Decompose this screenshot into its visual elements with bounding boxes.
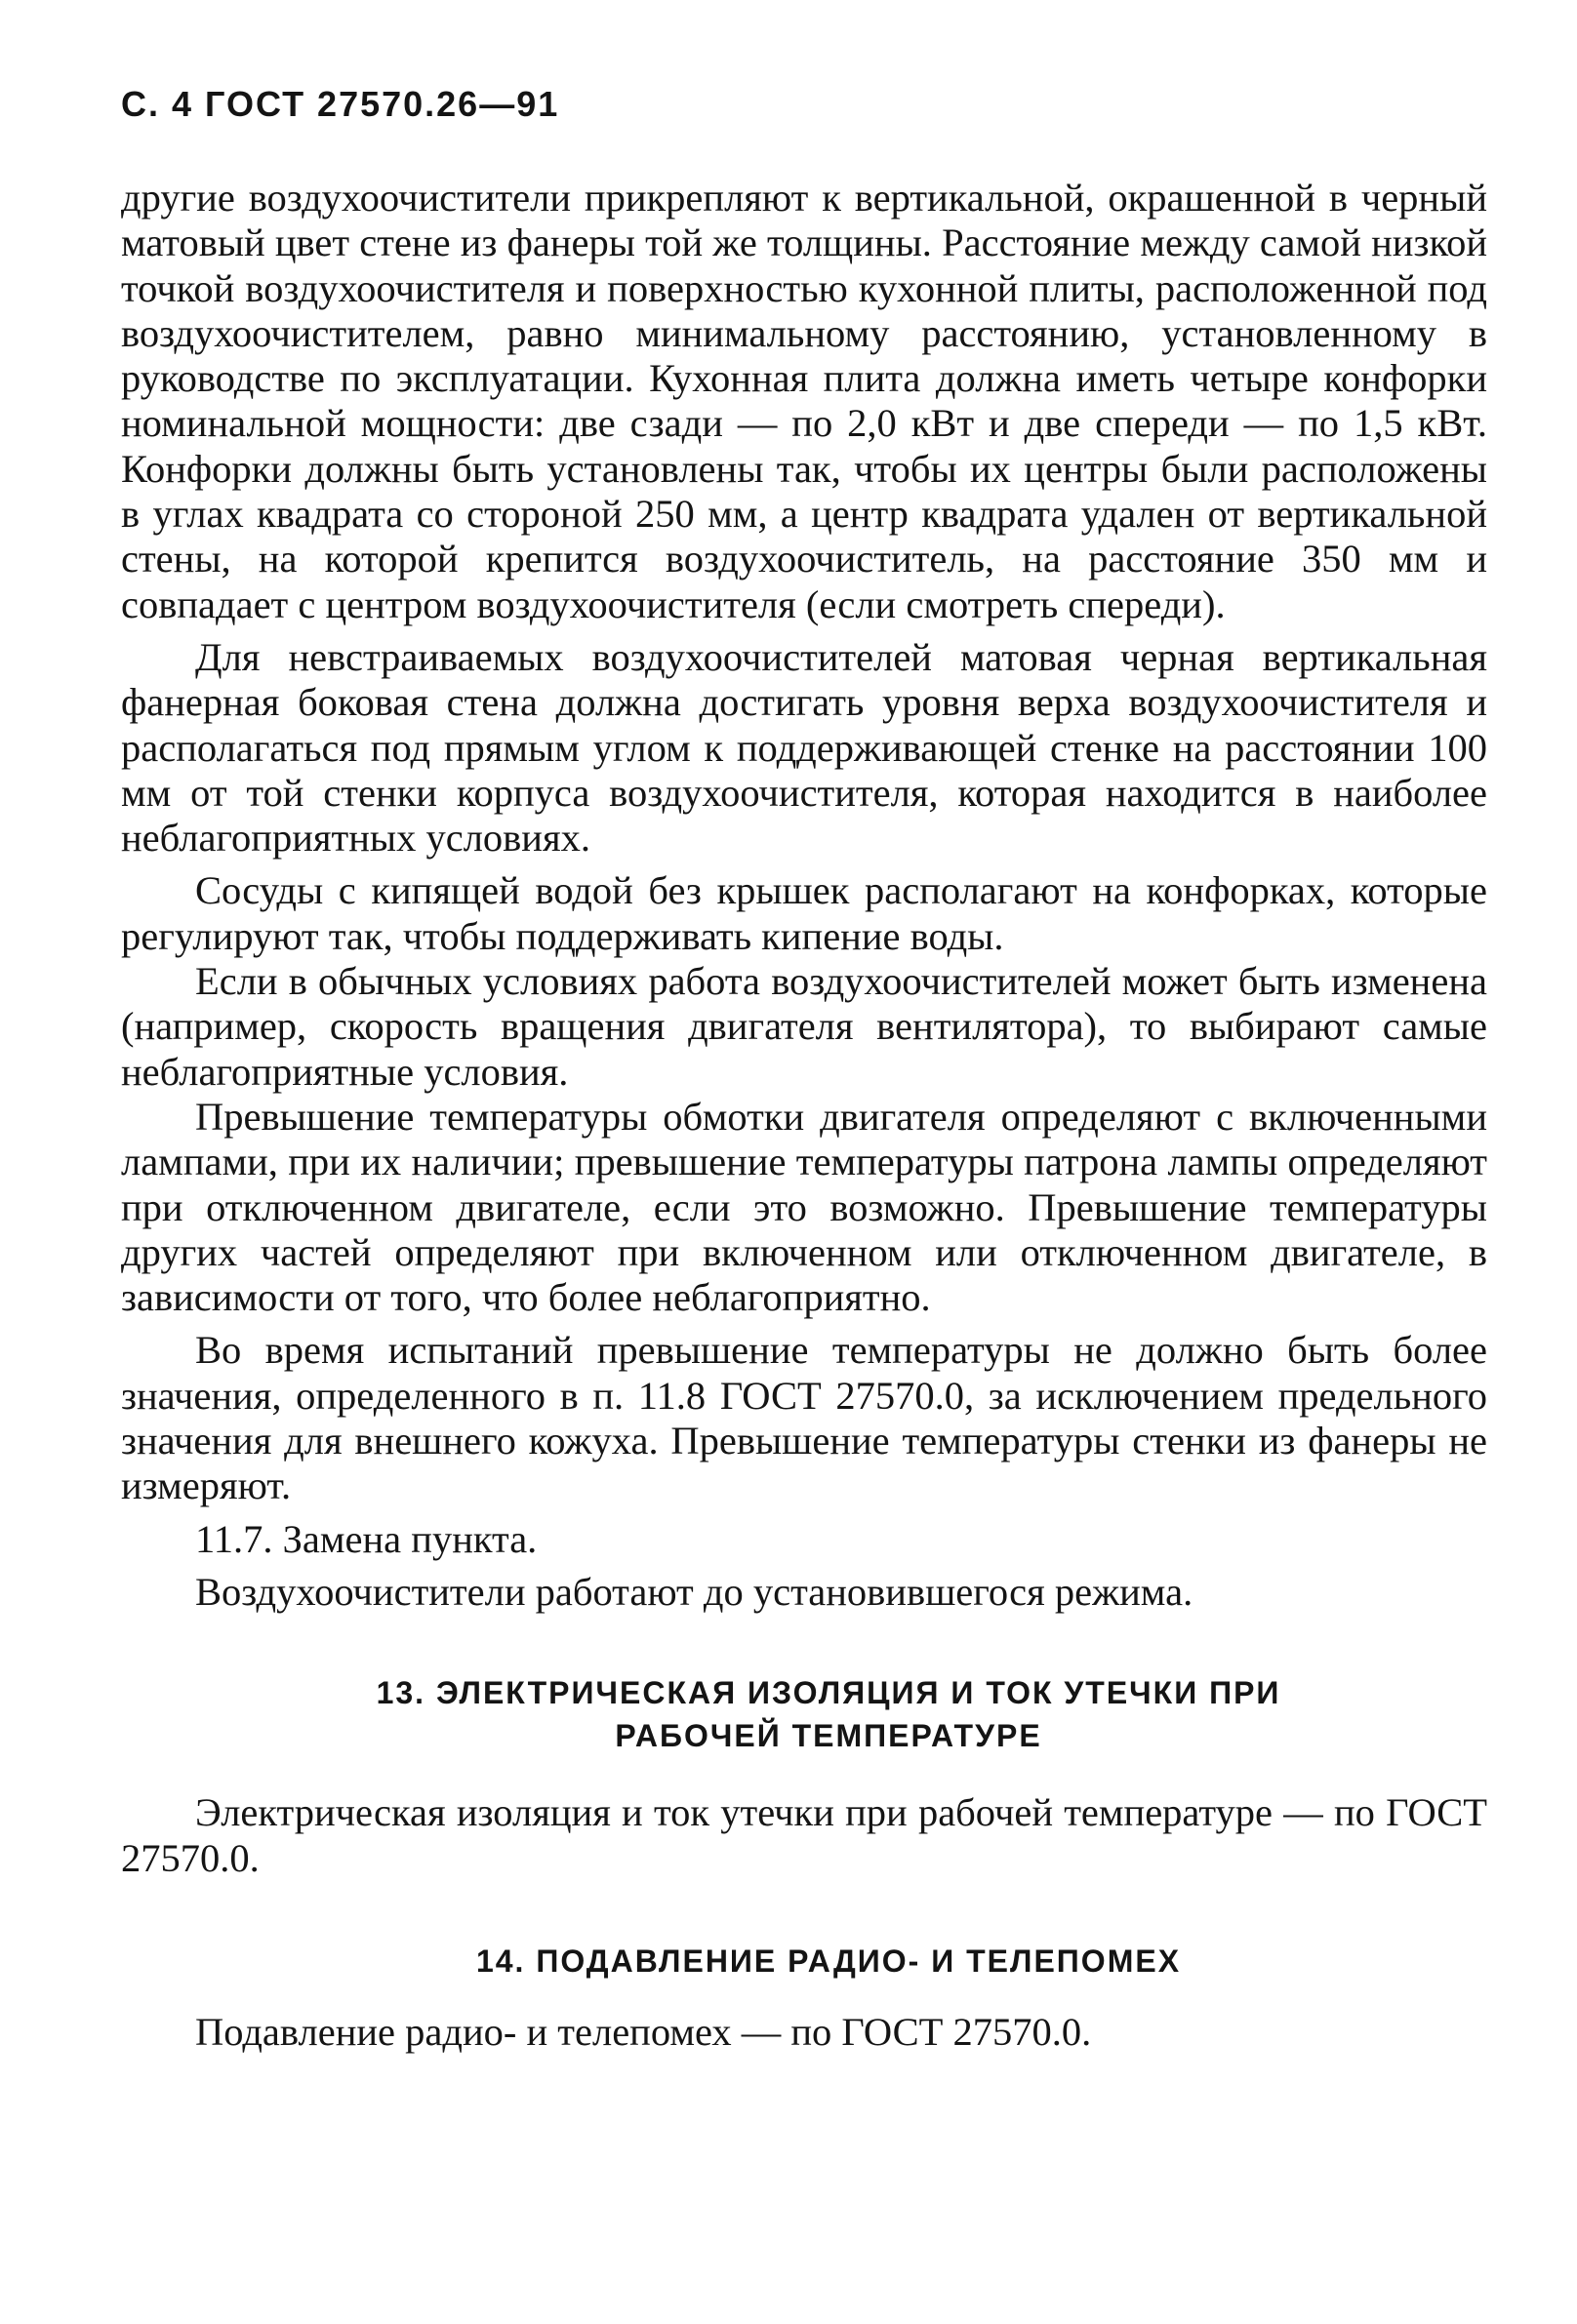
running-head: С. 4 ГОСТ 27570.26—91: [121, 84, 560, 124]
section-14-heading: 14. ПОДАВЛЕНИЕ РАДИО- И ТЕЛЕПОМЕХ: [475, 1943, 1182, 1979]
paragraph-8: Воздухоочистители работают до установившегося режима.: [195, 1569, 1193, 1614]
section-13-text: Электрическая изоляция и ток утечки при рабочей температуре — по ГОСТ 27570.0.: [121, 1790, 1487, 1880]
section-13-title-line-1: 13. ЭЛЕКТРИЧЕСКАЯ ИЗОЛЯЦИЯ И ТОК УТЕЧКИ ПРИ: [376, 1675, 1281, 1711]
paragraph-3: Сосуды с кипящей водой без крышек располагают на конфорках, которые регулируют так, чтобы поддерживать кипение воды.: [121, 868, 1487, 958]
paragraph-4: Если в обычных условиях работа воздухоочистителей может быть изменена (например, скорость вращения двигателя вентилятора), то выбирают самые неблагоприятные условия.: [121, 959, 1487, 1094]
section-13-heading: [121, 1671, 1487, 1757]
paragraph-1: другие воздухоочистители прикрепляют к вертикальной, окрашенной в черный матовый цвет стене из фанеры той же толщины. Расстояние между самой низкой точкой воздухоочистителя и поверхностью кухонной плиты, расположенной под воздухоочистителем, равно минимальному расстоянию, установленному в руководстве по эксплуатации. Кухонная плита должна иметь четыре конфорки номинальной мощности: две сзади — по 2,0 кВт и две спереди — по 1,5 кВт. Конфорки должны быть установлены так, чтобы их центры были расположены в углах квадрата со стороной 250 мм, а центр квадрата удален от вертикальной стены, на которой крепится воздухоочиститель, на расстояние 350 мм и совпадает с центром воздухоочистителя (если смотреть спереди).: [121, 176, 1487, 626]
paragraph-2: Для невстраиваемых воздухоочистителей матовая черная вертикальная фанерная боковая стена должна достигать уровня верха воздухоочистителя и располагаться под прямым углом к поддерживающей стенке на расстоянии 100 мм от той стенки корпуса воздухоочистителя, которая находится в наиболее неблагоприятных условиях.: [121, 634, 1487, 861]
section-14-text: Подавление радио- и телепомех — по ГОСТ 27570.0.: [195, 2009, 1092, 2054]
paragraph-5: Превышение температуры обмотки двигателя определяют с включенными лампами, при их наличии; превышение температуры патрона лампы определяют при отключенном двигателе, если это возможно. Превышение температуры других частей определяют при включенном или отключенном двигателе, в зависимости от того, что более неблагоприятно.: [121, 1094, 1487, 1320]
section-13-title-line-2: РАБОЧЕЙ ТЕМПЕРАТУРЕ: [615, 1718, 1042, 1754]
paragraph-6: Во время испытаний превышение температуры не должно быть более значения, определенного в п. 11.8 ГОСТ 27570.0, за исключением предельного значения для внешнего кожуха. Превышение температуры стенки из фанеры не измеряют.: [121, 1328, 1487, 1508]
document-page: [121, 84, 1487, 2055]
clause-11-7: 11.7. Замена пункта.: [195, 1516, 538, 1561]
